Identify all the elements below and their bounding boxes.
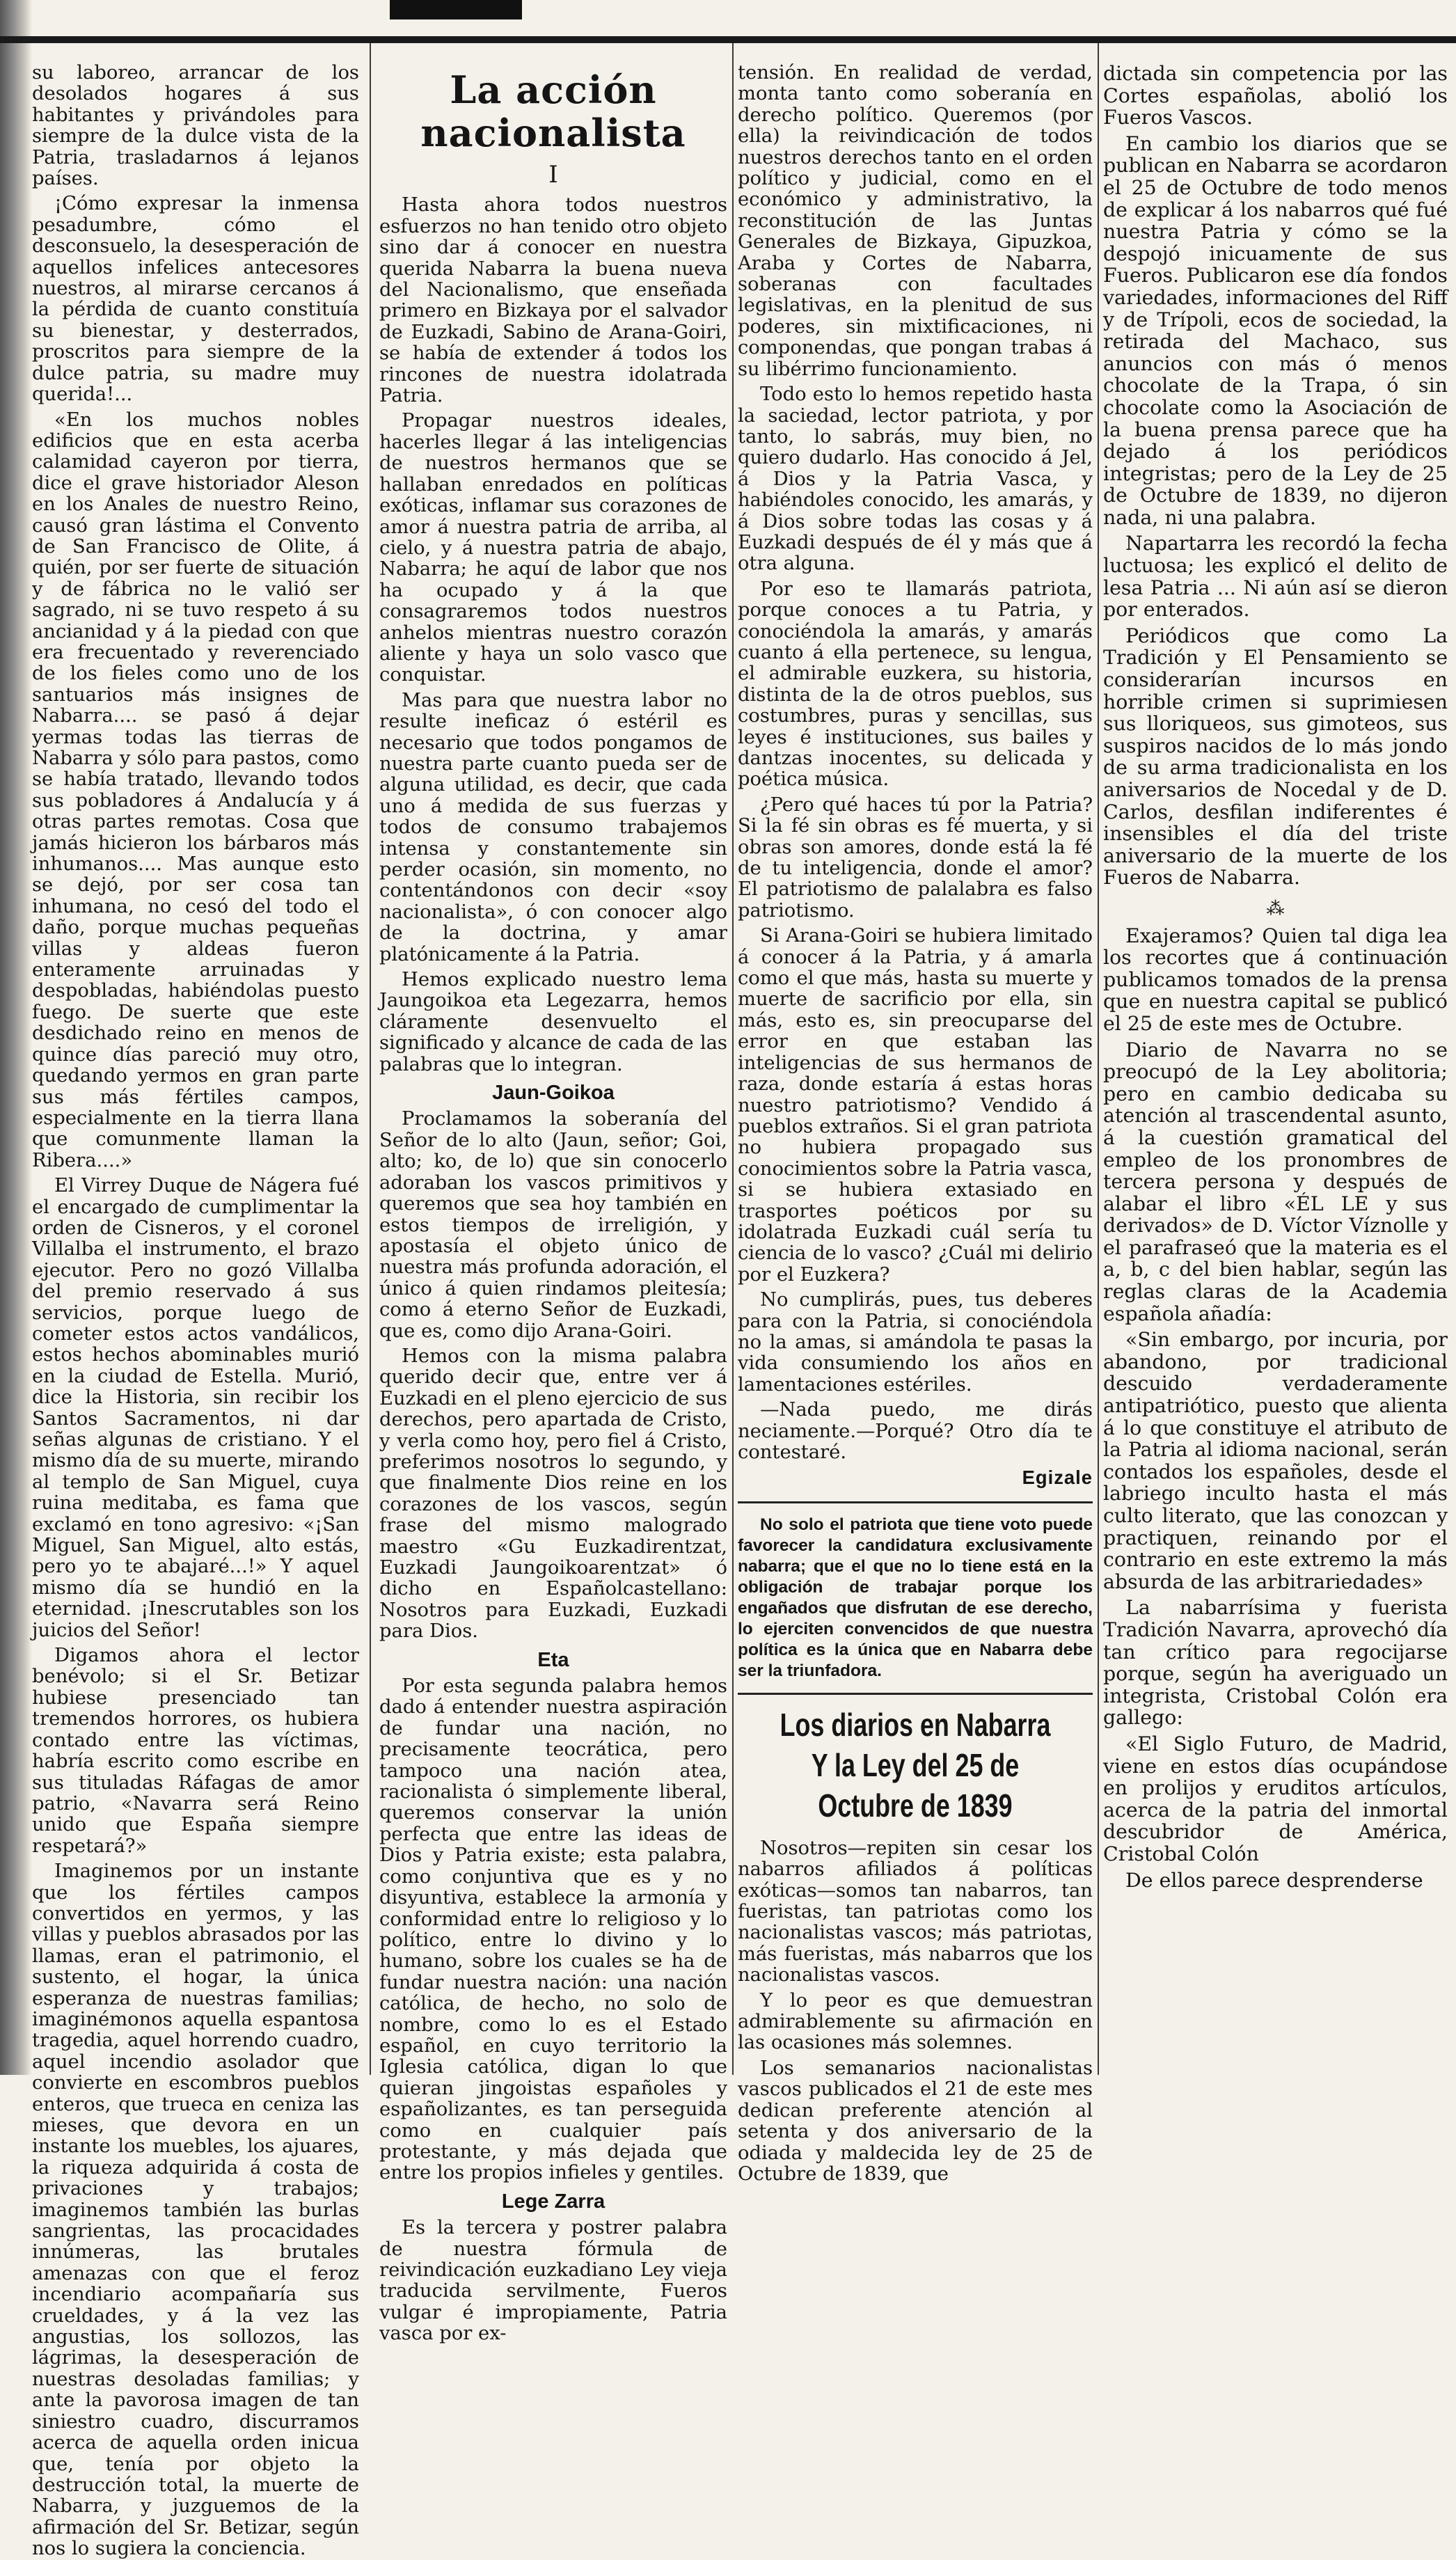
- column-rule: [1098, 43, 1099, 2075]
- paragraph: No cumplirás, pues, tus deberes para con la Patria, si conociéndola no la amas, si amándola te pasas la vida consumiendo los años en lamentaciones estériles.: [738, 1289, 1093, 1396]
- paragraph: —Nada puedo, me dirás neciamente.—Porqué? Otro día te contestaré.: [738, 1399, 1093, 1463]
- paragraph: Imaginemos por un instante que los fértiles campos convertidos en yermos, y las villas y pueblos abrasados por las llamas, eran el patrimonio, el sustento, el hogar, la única esperanza de nuestras familias; imaginémonos aquella espantosa tragedia, aquel horrendo cuadro, aquel incendio asolador que convierte en escombros pueblos enteros, que trueca en ceniza las mieses, que devora en un instante los muebles, los ajuares, la riqueza adquirida á costa de privaciones y trabajos; imaginemos también las burlas sangrientas, las procacidades innúmeras, las brutales amenazas con que el feroz incendiario acompañaría sus crueldades, y á la vez las angustias, los sollozos, las lágrimas, la desesperación de nuestras desoladas familias; y ante la pavorosa imagen de tan siniestro cuadro, discurramos acerca de aquella orden inicua que, tenía por objeto la destrucción total, la muerte de Nabarra, y juzguemos de la afirmación del Sr. Betizar, según nos lo sugiera la conciencia.: [32, 1860, 359, 2560]
- paragraph: «El Siglo Futuro, de Madrid, viene en estos días ocupándose en prolijos y eruditos artículos, acerca de la patria del inmortal descubridor de América, Cristobal Colón: [1103, 1732, 1448, 1865]
- article-title: La acción nacionalista: [420, 68, 686, 155]
- article-signature: Egizale: [1022, 1467, 1093, 1489]
- paragraph: De ellos parece desprenderse: [1125, 1868, 1423, 1892]
- paragraph: Hemos explicado nuestro lema Jaungoikoa eta Legezarra, hemos cláramente desenvuelto el significado y alcance de cada de las palabras que lo integran.: [379, 969, 727, 1075]
- paragraph: Propagar nuestros ideales, hacerles llegar á las inteligencias de nuestros hermanos que se hallaban enredados en políticas exóticas, inflamar sus corazones de amor á nuestra patria de arriba, al cielo, y á nuestra patria de abajo, Nabarra; he aquí de labor que nos ha ocupado y á la que consagraremos todos nuestros anhelos mientras nuestro corazón aliente y haya un solo vasco que conquistar.: [379, 410, 727, 686]
- column-1: [32, 62, 359, 2560]
- subheading: Eta: [537, 1648, 569, 1671]
- paragraph: Nosotros—repiten sin cesar los nabarros afiliados á políticas exóticas—somos tan nabarros, tan fueristas, tan patriotas como los nacionalistas vascos; más patriotas, más fueristas, más nabarros que los nacionalistas vascos.: [738, 1837, 1093, 1986]
- paragraph: Exajeramos? Quien tal diga lea los recortes que á continuación publicamos tomados de la prensa que en nuestra capital se publicó el 25 de este mes de Octubre.: [1103, 924, 1448, 1035]
- paragraph: Proclamamos la soberanía del Señor de lo alto (Jaun, señor; Goi, alto; ko, de lo) que sin conocerlo adoraban los vascos primitivos y queremos que sea hoy también en estos tiempos de irreligión, y apostasía el objeto único de nuestra más profunda adoración, el único á quien rindamos pleitesía; como á eterno Señor de Euzkadi, que es, como dijo Arana-Goiri.: [379, 1108, 727, 1342]
- column-4: [1103, 63, 1448, 2068]
- paragraph: Digamos ahora el lector benévolo; si el Sr. Betizar hubiese presenciado tan tremendos horrores, os hubiera contado entre las víctimas, habría escrito como escribe en sus tituladas Ráfagas de amor patrio, «Navarra será Reino unido que España siempre respetará?»: [32, 1645, 359, 1857]
- paragraph: Mas para que nuestra labor no resulte ineficaz ó estéril es necesario que todos pongamos de nuestra parte cuanto pueda ser de alguna utilidad, es decir, que cada uno á medida de sus fuerzas y todos de consumo trabajemos intensa y constantemente sin perder ocasión, sin momento, no contentándonos con decir «soy nacionalista», ó con conocer algo de la doctrina, y amar platónicamente á la Patria.: [379, 689, 727, 965]
- title-line: Y la Ley del 25 de Octubre de 1839: [811, 1746, 1020, 1824]
- paragraph: Es la tercera y postrer palabra de nuestra fórmula de reivindicación euzkadiano Ley vieja traducida servilmente, Fueros vulgar é impropiamente, Patria vasca por ex-: [379, 2217, 727, 2345]
- column-rule: [732, 43, 734, 2075]
- paragraph: ¿Pero qué haces tú por la Patria? Si la fé sin obras es fé muerta, y si obras son amores, donde está la fé de tu inteligencia, donde el amor? El patriotismo de palalabra es falso patriotismo.: [738, 793, 1093, 922]
- asterism: ⁂: [1266, 898, 1285, 919]
- paragraph: tensión. En realidad de verdad, monta tanto como soberanía en derecho político. Queremos (por ella) la reivindicación de todos nuestros derechos tanto en el orden político y judicial, como en el económico y administrativo, la reconstitución de las Juntas Generales de Bizkaya, Gipuzkoa, Araba y Cortes de Nabarra, soberanas con facultades legislativas, en la plenitud de sus poderes, sin mixtificaciones, ni componendas, que pongan trabas á su libérrimo funcionamiento.: [738, 62, 1093, 380]
- paragraph: dictada sin competencia por las Cortes españolas, abolió los Fueros Vascos.: [1103, 62, 1448, 129]
- paragraph: Si Arana-Goiri se hubiera limitado á conocer á la Patria, y á amarla como el que más, hasta su muerte y muerte de sacrificio por ella, sin más, esto es, sin preocuparse del error en que estaban las inteligencias de sus hermanos de raza, donde estaría á estas horas nuestro patriotismo? Vendido á pueblos extraños. Si el gran patriota no hubiera propagado sus conocimientos sobre la Patria vasca, si se hubiera extasiado en trasportes poéticos por su idolatrada Euzkadi cuál sería tu ciencia de lo vasco? ¿Cuál mi delirio por el Euzkera?: [738, 925, 1093, 1286]
- column-2: [379, 63, 727, 2345]
- paragraph: Los semanarios nacionalistas vascos publicados el 21 de este mes dedican preferente atención al setenta y dos aniversario de la odiada y maldecida ley de 25 de Octubre de 1839, que: [738, 2057, 1093, 2185]
- paragraph: su laboreo, arrancar de los desolados hogares á sus habitantes y privándoles para siempre de la dulce vista de la Patria, trasladarnos á lejanos países.: [32, 62, 359, 190]
- paragraph: Y lo peor es que demuestran admirablemente su afirmación en las ocasiones más solemnes.: [738, 1989, 1093, 2054]
- article-title: [777, 1705, 1054, 1826]
- masthead-fragment: [390, 0, 522, 19]
- subheading: Lege Zarra: [501, 2190, 606, 2213]
- paragraph: «En los muchos nobles edificios que en esta acerba calamidad cayeron por tierra, dice el grave historiador Aleson en los Anales de nuestro Reino, causó gran lástima el Convento de San Francisco de Olite, á quién, por ser fuerte de situación y de fábrica no le valió ser sagrado, ni se tuvo respeto á su ancianidad y á la piedad con que era frecuentado y reverenciado de los fieles como uno de los santuarios más insignes de Nabarra.... se pasó á dejar yermas todas las tierras de Nabarra y sólo para pastos, como se había tratado, llevando todos sus pobladores á Andalucía y á otras partes remotas. Cosa que jamás hicieron los bárbaros más inhumanos.... Mas aunque esto se dejó, por ser cosa tan inhumana, no cesó del todo el daño, porque muchas pequeñas villas y aldeas fueron enteramente arruinadas y despobladas, habiéndolas puesto fuego. De suerte que este desdichado reino en menos de quince días pareció muy otro, quedando yermos en gran parte sus más fértiles campos, especialmente en la tierra llana que comunmente llaman la Ribera....»: [32, 409, 359, 1171]
- paragraph: Periódicos que como La Tradición y El Pensamiento se considerarían incursos en horrible crimen si suprimiesen sus lloriqueos, sus gimoteos, sus suspiros nacidos de lo más jondo de su arma tradicionalista en los aniversarios de Nocedal y de D. Carlos, desfilan indiferentes é insensibles el día del triste aniversario de la muerte de los Fueros de Nabarra.: [1103, 624, 1448, 890]
- paragraph: En cambio los diarios que se publican en Nabarra se acordaron el 25 de Octubre de todo menos de explicar á los nabarros qué fué nuestra Patria y cómo se la despojó inicuamente de sus Fueros. Publicaron ese día fondos variedades, informaciones del Riff y de Trípoli, ecos de sociedad, la retirada del Machaco, sus anuncios con más ó menos chocolate de la Trapa, ó sin chocolate como la Asociación de la buena prensa parece que ha dejado á los periódicos integristas; pero de la Ley de 25 de Octubre de 1839, no dijeron nada, ni una palabra.: [1103, 132, 1448, 529]
- paragraph: ¡Cómo expresar la inmensa pesadumbre, cómo el desconsuelo, la desesperación de aquellos infelices antecesores nuestros, al mirarse cercanos á la pérdida de cuanto constituía su bienestar, y desterrados, proscritos para siempre de la dulce patria, su madre muy querida!...: [32, 193, 359, 406]
- paragraph: Napartarra les recordó la fecha luctuosa; les explicó el delito de lesa Patria ... Ni aún así se dieron por enterados.: [1103, 532, 1448, 622]
- subheading: Jaun-Goikoa: [492, 1082, 615, 1105]
- paragraph: La nabarrísima y fuerista Tradición Navarra, aprovechó día tan crítico para regocijarse porque, según ha averiguado un integrista, Cristobal Colón era gallego:: [1103, 1596, 1448, 1730]
- paragraph: Hemos con la misma palabra querido decir que, entre ver á Euzkadi en el pleno ejercicio de sus derechos, pero apartada de Cristo, y verla como hoy, pero fiel á Cristo, preferimos nosotros lo segundo, y que finalmente Dios reine en los corazones de los vascos, según frase del mismo malogrado maestro «Gu Euzkadirentzat, Euzkadi Jaungoikoarentzat» ó dicho en Españolcastellano: Nosotros para Euzkadi, Euzkadi para Dios.: [379, 1345, 727, 1643]
- paragraph: Hasta ahora todos nuestros esfuerzos no han tenido otro objeto sino dar á conocer en nuestra querida Nabarra la buena nueva del Nacionalismo, que enseñada primero en Bizkaya por el salvador de Euzkadi, Sabino de Arana-Goiri, se había de extender á todos los rincones de nuestra idolatrada Patria.: [379, 194, 727, 407]
- article-part-number: I: [548, 161, 558, 189]
- paragraph: Diario de Navarra no se preocupó de la Ley abolitoria; pero en cambio dedicaba su atención al trascendental asunto, á la cuestión gramatical del empleo de los pronombres de tercera persona y después de alabar el libro «ÉL LE y sus derivados» de D. Víctor Víznolle y el parafraseó que la materia es el a, b, c del bien hablar, según las reglas claras de la Academia española añadía:: [1103, 1038, 1448, 1325]
- column-3: [738, 62, 1093, 2185]
- paragraph: Todo esto lo hemos repetido hasta la saciedad, lector patriota, y por tanto, lo sabrás, muy bien, no quiero dudarlo. Has conocido á Jel, á Dios y la Patria Vasca, y habiéndoles conocido, les amarás, y á Dios sobre todas las cosas y á Euzkadi después de él y más que á otra alguna.: [738, 384, 1093, 575]
- paragraph: Por esta segunda palabra hemos dado á entender nuestra aspiración de fundar una nación, no precisamente teocrática, pero tampoco una nación atea, racionalista ó simplemente liberal, queremos conservar la unión perfecta que entre las ideas de Dios y Patria existe; esta palabra, como conjuntiva que es y no disyuntiva, establece la armonía y conformidad entre lo religioso y lo político, entre lo divino y lo humano, sobre los cuales se ha de fundar nuestra nación: una nación católica, de hecho, no solo de nombre, como lo es el Estado español, en cuyo territorio la Iglesia católica, digan lo que quieran jingoistas españoles y españolizantes, es tan perseguida como en cualquier país protestante, y más dejada que entre los propios infieles y gentiles.: [379, 1675, 727, 2184]
- boxed-notice: No solo el patriota que tiene voto puede favorecer la candidatura exclusivamente nabarra; que el que no lo tiene está en la obligación de trabajar porque los engañados que disfrutan de ese derecho, lo ejerciten convencidos de que nuestra política es la única que en Nabarra debe ser la triunfadora.: [738, 1501, 1093, 1695]
- page-margin-shadow: [0, 0, 32, 2075]
- title-line: Los diarios en Nabarra: [780, 1706, 1051, 1743]
- column-rule: [370, 43, 371, 2075]
- paragraph: Por eso te llamarás patriota, porque conoces a tu Patria, y conociéndola la amarás, y amarás cuanto á ella pertenece, su lengua, el admirable euzkera, su historia, distinta de la de otros pueblos, sus costumbres, puras y sencillas, sus leyes é instituciones, sus bailes y dantzas inocentes, su delicada y poética música.: [738, 578, 1093, 791]
- paragraph: El Virrey Duque de Nágera fué el encargado de cumplimentar la orden de Cisneros, y el coronel Villalba el instrumento, el brazo ejecutor. Pero no gozó Villalba del premio reservado á sus servicios, porque luego de cometer estos actos vandálicos, estos hechos abominables murió en la ciudad de Estella. Murió, dice la Historia, sin recibir los Santos Sacramentos, ni dar señas algunas de cristiano. Y el mismo día de su muerte, mirando al templo de San Miguel, cuya ruina meditaba, es fama que exclamó en tono agresivo: «¡San Miguel, San Miguel, alto estás, pero yo te abajaré...!» Y aquel mismo día se hundió en la eternidad. ¡Inescrutables son los juicios del Señor!: [32, 1175, 359, 1641]
- top-rule: [0, 36, 1456, 43]
- paragraph: «Sin embargo, por incuria, por abandono, por tradicional descuido verdaderamente antipatriótico, puesto que alienta á lo que constituye el atributo de la Patria al idioma nacional, serán contados los españoles, desde el labriego inculto hasta el más culto literato, que las conozcan y practiquen, reinando por el contrario en este extremo la más absurda de las arbitrariedades»: [1103, 1328, 1448, 1593]
